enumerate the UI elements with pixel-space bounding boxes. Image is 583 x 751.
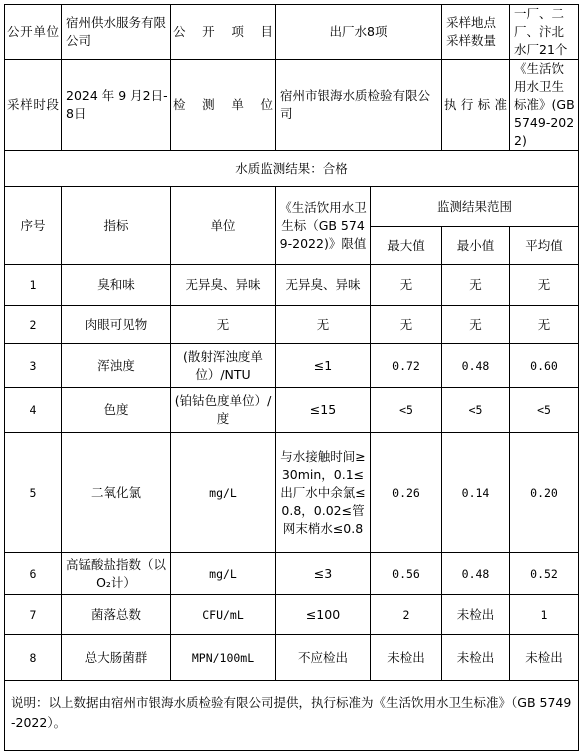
table-row bbox=[5, 265, 579, 306]
sampling-period-value: 2024 年 9 月2日-8日 bbox=[62, 60, 171, 151]
row-min: 无 bbox=[442, 265, 510, 306]
testing-unit-label: 检测单位 bbox=[171, 60, 276, 151]
result-title-row bbox=[5, 151, 579, 187]
row-indicator: 肉眼可见物 bbox=[62, 306, 171, 344]
note-row bbox=[5, 681, 579, 751]
row-avg: 无 bbox=[510, 265, 579, 306]
sampling-period-label: 采样时段 bbox=[5, 60, 62, 151]
testing-unit-value: 宿州市银海水质检验有限公司 bbox=[276, 60, 442, 151]
row-indicator: 二氧化氯 bbox=[62, 433, 171, 553]
row-indicator: 臭和味 bbox=[62, 265, 171, 306]
table-row bbox=[5, 635, 579, 681]
sampling-label: 采样地点采样数量 bbox=[442, 5, 510, 60]
row-indicator: 总大肠菌群 bbox=[62, 635, 171, 681]
row-max: 0.26 bbox=[371, 433, 442, 553]
disclosure-unit-value: 宿州供水服务有限公司 bbox=[62, 5, 171, 60]
row-limit: ≤1 bbox=[276, 344, 371, 388]
row-max: <5 bbox=[371, 388, 442, 433]
report-note: 说明：以上数据由宿州市银海水质检验有限公司提供，执行标准为《生活饮用水卫生标准》（GB 5749-2022）。 bbox=[5, 681, 579, 751]
row-unit: (散射浑浊度单位）/NTU bbox=[171, 344, 276, 388]
row-min: 0.14 bbox=[442, 433, 510, 553]
standard-value: 《生活饮用水卫生标准》(GB 5749-2022) bbox=[510, 60, 579, 151]
col-unit-header: 单位 bbox=[171, 187, 276, 265]
water-quality-report bbox=[4, 4, 578, 730]
row-max: 0.72 bbox=[371, 344, 442, 388]
table-row bbox=[5, 433, 579, 553]
row-index: 2 bbox=[5, 306, 62, 344]
col-limit-header: 《生活饮用水卫生标（GB 5749-2022)》限值 bbox=[276, 187, 371, 265]
row-limit: 与水接触时间≥30min，0.1≤出厂水中余氯≤0.8，0.02≤管网末梢水≤0.8 bbox=[276, 433, 371, 553]
row-max: 无 bbox=[371, 306, 442, 344]
disclosure-item-value: 出厂水8项 bbox=[276, 5, 442, 60]
row-min: 无 bbox=[442, 306, 510, 344]
table-row bbox=[5, 595, 579, 635]
row-limit: 无异臭、异味 bbox=[276, 265, 371, 306]
row-index: 6 bbox=[5, 553, 62, 595]
result-title: 水质监测结果：合格 bbox=[5, 151, 579, 187]
row-indicator: 浑浊度 bbox=[62, 344, 171, 388]
row-indicator: 高锰酸盐指数（以O₂计） bbox=[62, 553, 171, 595]
row-min: 未检出 bbox=[442, 595, 510, 635]
col-avg-header: 平均值 bbox=[510, 227, 579, 265]
row-max: 未检出 bbox=[371, 635, 442, 681]
header-row-2 bbox=[5, 60, 579, 151]
row-avg: 0.60 bbox=[510, 344, 579, 388]
col-indicator-header: 指标 bbox=[62, 187, 171, 265]
table-row bbox=[5, 553, 579, 595]
row-limit: ≤15 bbox=[276, 388, 371, 433]
column-header-row-1 bbox=[5, 187, 579, 227]
row-index: 1 bbox=[5, 265, 62, 306]
row-max: 无 bbox=[371, 265, 442, 306]
row-avg: <5 bbox=[510, 388, 579, 433]
row-index: 8 bbox=[5, 635, 62, 681]
standard-label: 执行标准 bbox=[442, 60, 510, 151]
col-range-group-header: 监测结果范围 bbox=[371, 187, 579, 227]
row-indicator: 菌落总数 bbox=[62, 595, 171, 635]
table-row bbox=[5, 344, 579, 388]
table-row bbox=[5, 388, 579, 433]
row-unit: 无异臭、异味 bbox=[171, 265, 276, 306]
row-indicator: 色度 bbox=[62, 388, 171, 433]
row-unit: MPN/100mL bbox=[171, 635, 276, 681]
disclosure-unit-label: 公开单位 bbox=[5, 5, 62, 60]
row-limit: ≤3 bbox=[276, 553, 371, 595]
row-avg: 未检出 bbox=[510, 635, 579, 681]
row-index: 3 bbox=[5, 344, 62, 388]
row-avg: 0.20 bbox=[510, 433, 579, 553]
col-index-header: 序号 bbox=[5, 187, 62, 265]
row-index: 5 bbox=[5, 433, 62, 553]
row-index: 4 bbox=[5, 388, 62, 433]
header-row-1 bbox=[5, 5, 579, 60]
row-limit: 无 bbox=[276, 306, 371, 344]
col-max-header: 最大值 bbox=[371, 227, 442, 265]
col-min-header: 最小值 bbox=[442, 227, 510, 265]
row-avg: 1 bbox=[510, 595, 579, 635]
row-unit: (铂钴色度单位）/度 bbox=[171, 388, 276, 433]
row-avg: 无 bbox=[510, 306, 579, 344]
table-row bbox=[5, 306, 579, 344]
row-unit: mg/L bbox=[171, 433, 276, 553]
row-max: 2 bbox=[371, 595, 442, 635]
row-min: 0.48 bbox=[442, 553, 510, 595]
row-min: <5 bbox=[442, 388, 510, 433]
row-min: 0.48 bbox=[442, 344, 510, 388]
row-min: 未检出 bbox=[442, 635, 510, 681]
row-limit: 不应检出 bbox=[276, 635, 371, 681]
row-avg: 0.52 bbox=[510, 553, 579, 595]
row-index: 7 bbox=[5, 595, 62, 635]
report-table bbox=[4, 4, 579, 751]
disclosure-item-label: 公开项目 bbox=[171, 5, 276, 60]
row-unit: mg/L bbox=[171, 553, 276, 595]
row-limit: ≤100 bbox=[276, 595, 371, 635]
sampling-value: 一厂、二厂、汴北水厂21个 bbox=[510, 5, 579, 60]
row-unit: CFU/mL bbox=[171, 595, 276, 635]
row-max: 0.56 bbox=[371, 553, 442, 595]
row-unit: 无 bbox=[171, 306, 276, 344]
